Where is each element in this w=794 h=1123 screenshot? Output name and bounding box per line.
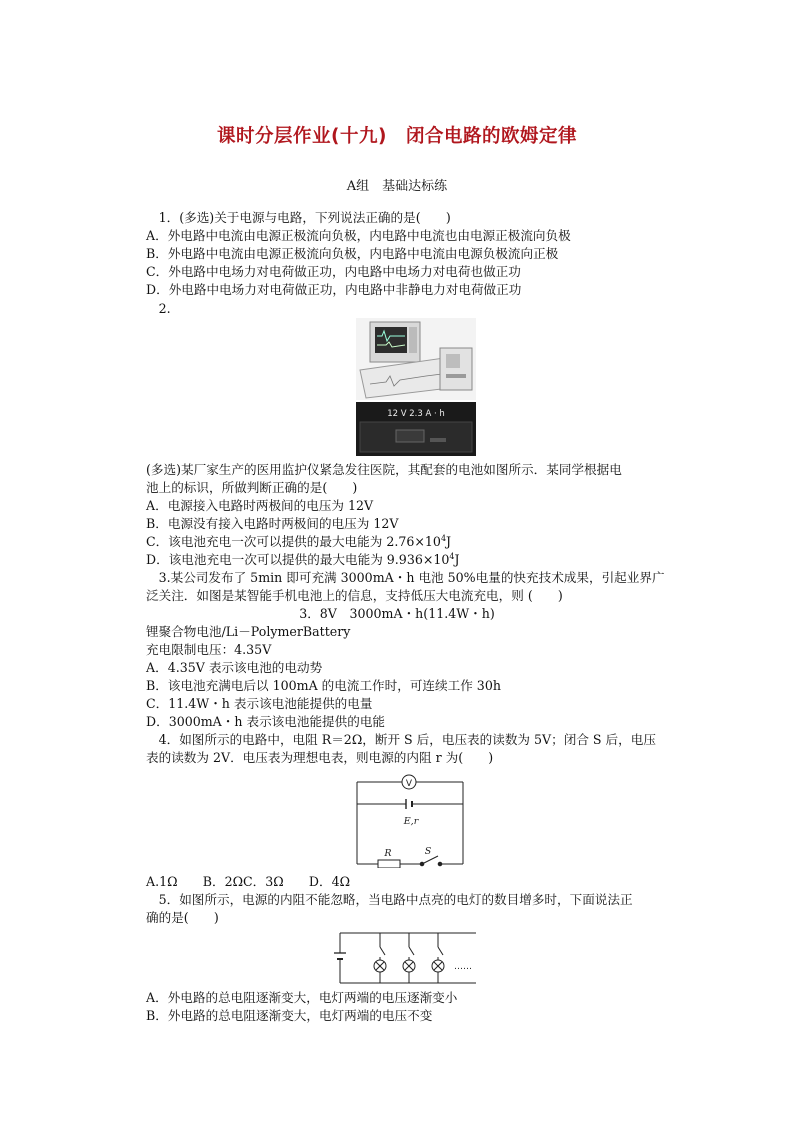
monitor-battery-photo	[356, 318, 476, 456]
q2-option-d: D．该电池充电一次可以提供的最大电能为 $9.936\times 10^4J$	[146, 551, 460, 567]
resistor-symbol	[378, 860, 400, 868]
q4-circuit-diagram	[352, 766, 468, 868]
q2-option-b: B．电源没有接入电路时两极间的电压为 12V	[146, 516, 399, 531]
q4-stem-line1: 4．如图所示的电路中，电阻 R＝2Ω，断开 S 后，电压表的读数为 5V；闭合 S 后，电压	[146, 732, 656, 747]
q5-option-b: B．外电路的总电阻逐渐变大，电灯两端的电压不变	[146, 1008, 433, 1023]
voltmeter-label: V	[405, 779, 413, 789]
q4-options: A.1Ω B．2ΩC．3Ω D．4Ω	[146, 874, 351, 889]
lamp-branch-1	[374, 933, 386, 983]
q3-stem-line1: 3.某公司发布了 5min 即可充满 3000mA・h 电池 50%电量的快充技术成果，引起业界广	[146, 570, 665, 585]
q3-option-a: A．4.35V 表示该电池的电动势	[146, 660, 323, 675]
page-title: 课时分层作业(十九) 闭合电路的欧姆定律	[217, 126, 577, 147]
lamp-branch-3	[432, 933, 444, 983]
section-heading: A组 基础达标练	[346, 179, 448, 194]
q1-stem: 1．(多选)关于电源与电路，下列说法正确的是( )	[146, 210, 451, 225]
switch-label: S	[424, 846, 432, 857]
q1-option-b: B．外电路中电流由电源正极流向负极，内电路中电流由电源负极流向正极	[146, 246, 559, 261]
q5-stem-line1: 5．如图所示，电源的内阻不能忽略，当电路中点亮的电灯的数目增多时，下面说法正	[146, 892, 633, 907]
q3-option-d: D．3000mA・h 表示该电池能提供的电能	[146, 714, 386, 729]
q2-stem-line2: 池上的标识，所做判断正确的是( )	[146, 480, 358, 495]
q1-option-d: D．外电路中电场力对电荷做正功，内电路中非静电力对电荷做正功	[146, 282, 522, 297]
q3-stem-line2: 泛关注．如图是某智能手机电池上的信息，支持低压大电流充电，则 ( )	[146, 588, 563, 603]
q5-lamp-circuit-diagram	[330, 927, 480, 987]
more-lamps-ellipsis: ……	[454, 962, 472, 972]
q3-battery-info-3: 充电限制电压：4.35V	[146, 642, 272, 657]
q3-battery-info-2: 锂聚合物电池/Li－PolymerBattery	[146, 624, 351, 639]
q2-stem-line1: (多选)某厂家生产的医用监护仪紧急发往医院，其配套的电池如图所示．某同学根据电	[146, 462, 622, 477]
q5-stem-line2: 确的是( )	[146, 910, 219, 925]
switch-symbol	[422, 856, 438, 864]
battery-label: 12 V 2.3 A · h	[387, 409, 445, 419]
battery-emf-label: E,r	[403, 816, 419, 827]
lamp-branch-2	[403, 933, 415, 983]
q5-option-a: A．外电路的总电阻逐渐变大，电灯两端的电压逐渐变小	[146, 990, 458, 1005]
q1-option-a: A．外电路中电流由电源正极流向负极，内电路中电流也由电源正极流向负极	[146, 228, 571, 243]
q3-option-b: B．该电池充满电后以 100mA 的电流工作时，可连续工作 30h	[146, 678, 501, 693]
q3-option-c: C．11.4W・h 表示该电池能提供的电量	[146, 696, 373, 711]
q2-number: 2.	[146, 301, 171, 316]
q2-option-c: C．该电池充电一次可以提供的最大电能为 $2.76\times 10^4J$	[146, 533, 452, 549]
resistor-label: R	[384, 848, 392, 859]
q4-stem-line2: 表的读数为 2V．电压表为理想电表，则电源的内阻 r 为( )	[146, 750, 494, 765]
q1-option-c: C．外电路中电场力对电荷做正功，内电路中电场力对电荷也做正功	[146, 264, 521, 279]
q2-option-a: A．电源接入电路时两极间的电压为 12V	[146, 498, 374, 513]
q3-battery-info-1: 3．8V 3000mA・h(11.4W・h)	[299, 606, 495, 621]
